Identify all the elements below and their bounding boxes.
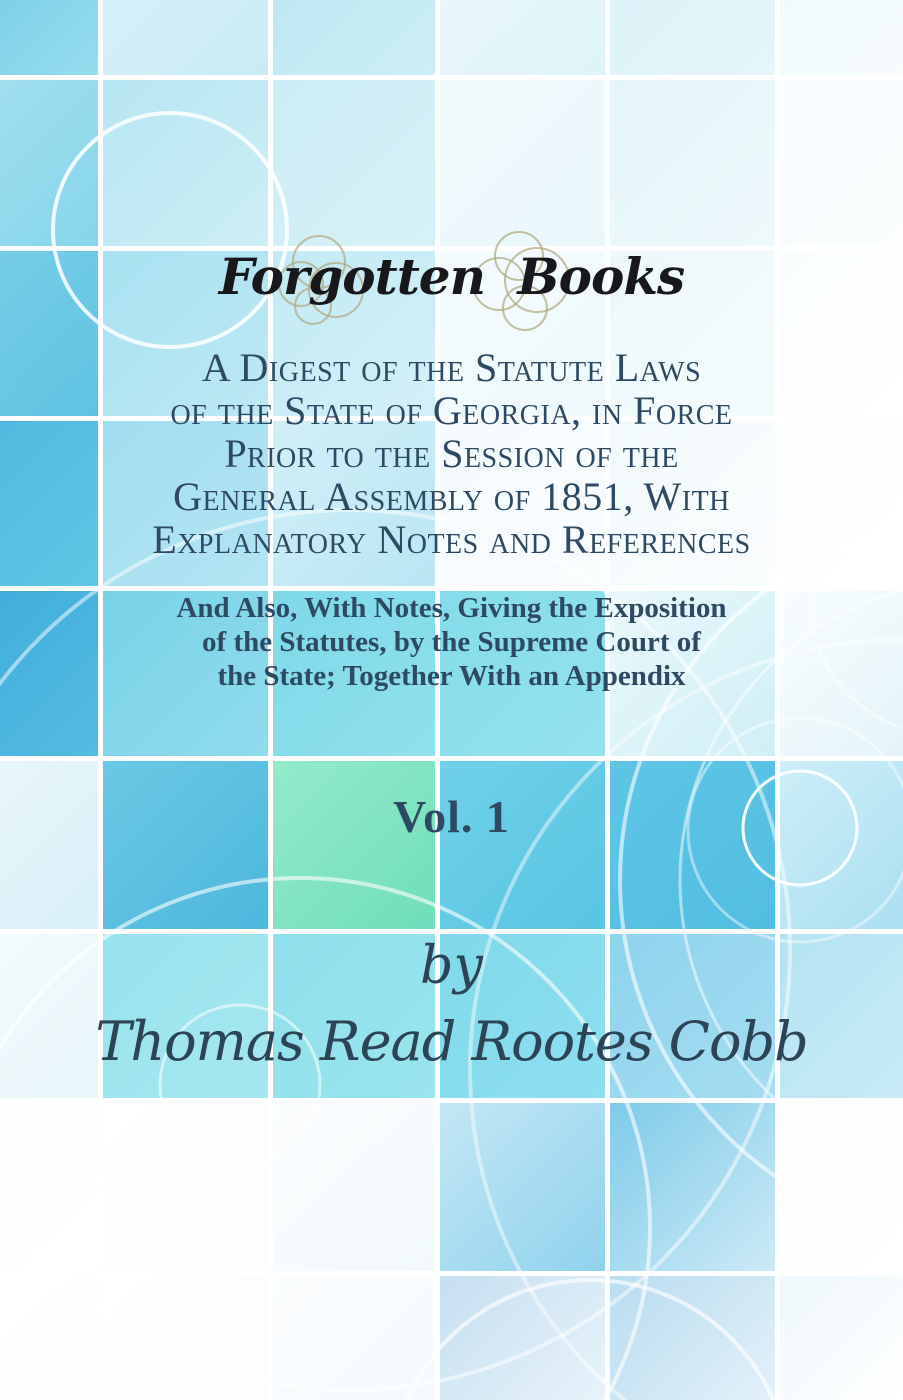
mosaic-tile [103,1276,268,1400]
mosaic-tile [610,0,775,75]
mosaic-tile [103,934,268,1098]
mosaic-tile [440,80,605,246]
subtitle-line: of the Statutes, by the Supreme Court of [202,626,701,658]
title-line: Explanatory Notes and References [152,517,751,562]
mosaic-tile [440,591,605,756]
mosaic-tile [273,1103,435,1271]
author-name: Thomas Read Rootes Cobb [95,1010,808,1073]
mosaic-tile [103,1103,268,1271]
mosaic-tile [440,421,605,586]
mosaic-tile [610,761,775,929]
mosaic-tile [440,251,605,416]
byline: by [420,936,483,996]
mosaic-tile [273,591,435,756]
mosaic-tile [273,934,435,1098]
mosaic-tile [780,591,903,756]
mosaic-tile [780,80,903,246]
mosaic-tile [273,421,435,586]
mosaic-tile [440,0,605,75]
mosaic-tile [273,80,435,246]
mosaic-tile [780,1103,903,1271]
mosaic-tile [440,1276,605,1400]
mosaic-tile [780,251,903,416]
mosaic-tile [610,80,775,246]
mosaic-tile [780,0,903,75]
mosaic-tile [0,934,98,1098]
mosaic-tile [0,1103,98,1271]
mosaic-tile [0,251,98,416]
mosaic-tile [0,421,98,586]
volume-label: Vol. 1 [393,791,510,842]
mosaic-tile [103,761,268,929]
mosaic-tile [780,1276,903,1400]
mosaic-tile [0,591,98,756]
mosaic-tile [440,761,605,929]
mosaic-tile [0,80,98,246]
mosaic-tile [780,934,903,1098]
subtitle-line: And Also, With Notes, Giving the Exposition [176,592,727,624]
mosaic-tile [103,591,268,756]
mosaic-tile [610,1276,775,1400]
mosaic-tile [610,1103,775,1271]
subtitle-line: the State; Together With an Appendix [217,660,686,692]
mosaic-tile [103,80,268,246]
publisher-logo-text: Forgotten Books [218,247,685,306]
mosaic-tile [103,421,268,586]
mosaic-tile [0,761,98,929]
mosaic-tile [780,421,903,586]
mosaic-tile [0,0,98,75]
mosaic-tile [610,591,775,756]
mosaic-tile [103,0,268,75]
mosaic-tile [273,761,435,929]
title-line: of the State of Georgia, in Force [170,388,733,433]
title-line: General Assembly of 1851, With [173,474,730,519]
mosaic-tile [440,934,605,1098]
mosaic-tile [610,934,775,1098]
mosaic-tile [610,421,775,586]
title-line: Prior to the Session of the [224,431,679,476]
mosaic-tile [610,251,775,416]
mosaic-tile [273,1276,435,1400]
mosaic-tile [273,251,435,416]
mosaic-tile [273,0,435,75]
title-line: A Digest of the Statute Laws [201,345,702,390]
mosaic-tile [780,761,903,929]
mosaic-tile [103,251,268,416]
mosaic-tile [440,1103,605,1271]
mosaic-tile [0,1276,98,1400]
